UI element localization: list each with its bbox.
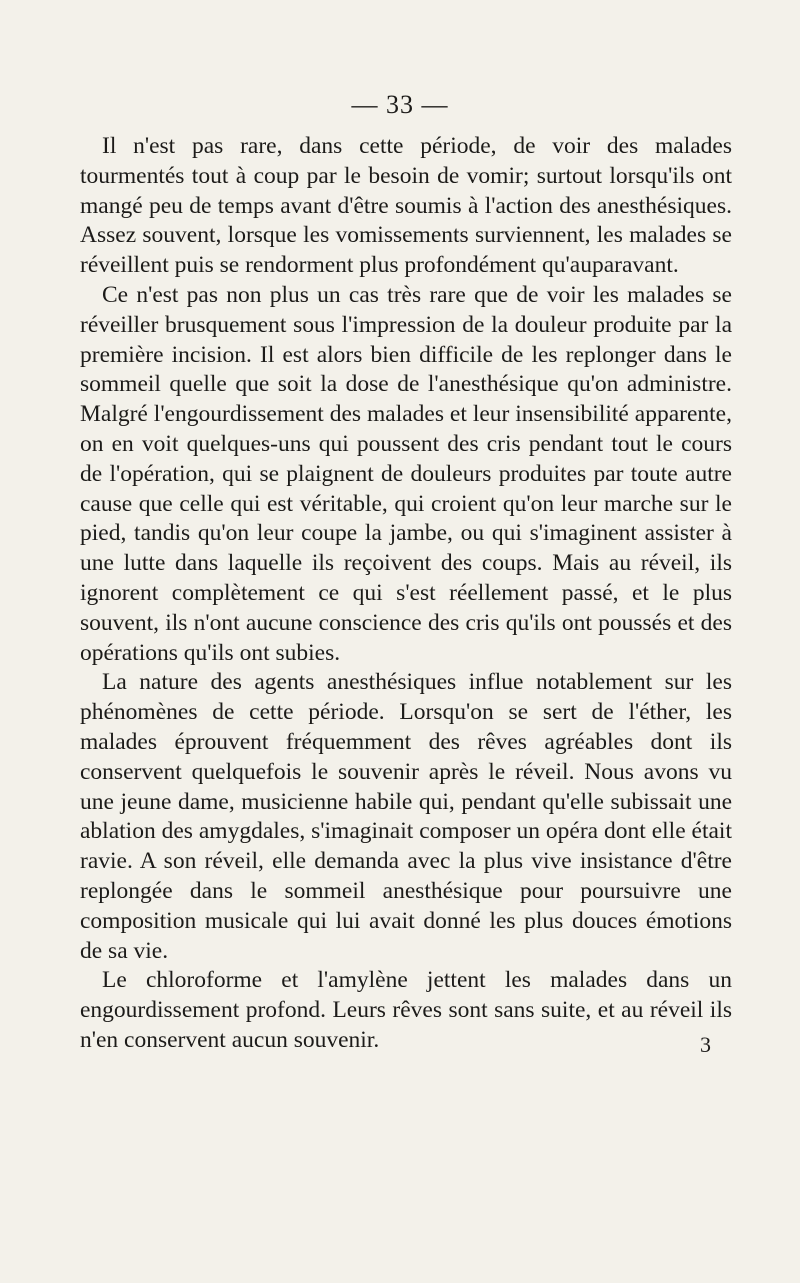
paragraph: La nature des agents anesthésiques influe notablement sur les phénomènes de cette période. Lorsqu'on se sert de l'éther, les malades éprouvent fréquemment des rêves agréables dont ils conservent quelquefois le souvenir après le réveil. Nous avons vu une jeune dame, musicienne habile qui, pendant qu'elle subissait une ablation des amygdales, s'imaginait composer un opéra dont elle était ravie. A son réveil, elle demanda avec la plus vive insistance d'être replongée dans le sommeil anesthésique pour poursuivre une composition musicale qui lui avait donné les plus douces émotions de sa vie. <box>80 669 732 964</box>
paragraph: Il n'est pas rare, dans cette période, de voir des malades tourmentés tout à coup par le besoin de vomir; surtout lorsqu'ils ont mangé peu de temps avant d'être soumis à l'action des anesthésiques. Assez souvent, lorsque les vomissements surviennent, les malades se réveillent puis se rendorment plus profondément qu'auparavant. <box>80 133 732 279</box>
page-number: — 33 — <box>351 90 449 119</box>
body-text <box>80 132 732 1056</box>
signature-mark: 3 <box>700 1032 711 1057</box>
paragraph: Ce n'est pas non plus un cas très rare que de voir les malades se réveiller brusquement sous l'impression de la douleur produite par la première incision. Il est alors bien difficile de les replonger dans le sommeil quelle que soit la dose de l'anesthésique qu'on administre. Malgré l'engourdissement des malades et leur insensibilité apparente, on en voit quelques-uns qui poussent des cris pendant tout le cours de l'opération, qui se plaignent de douleurs produites par toute autre cause que celle qui est véritable, qui croient qu'on leur marche sur le pied, tandis qu'on leur coupe la jambe, ou qui s'imaginent assister à une lutte dans laquelle ils reçoivent des coups. Mais au réveil, ils ignorent complètement ce qui s'est réellement passé, et le plus souvent, ils n'ont aucune conscience des cris qu'ils ont poussés et des opérations qu'ils ont subies. <box>80 281 732 666</box>
paragraph: Le chloroforme et l'amylène jettent les malades dans un engourdissement profond. Leurs rêves sont sans suite, et au réveil ils n'en conservent aucun souvenir. <box>80 967 732 1053</box>
